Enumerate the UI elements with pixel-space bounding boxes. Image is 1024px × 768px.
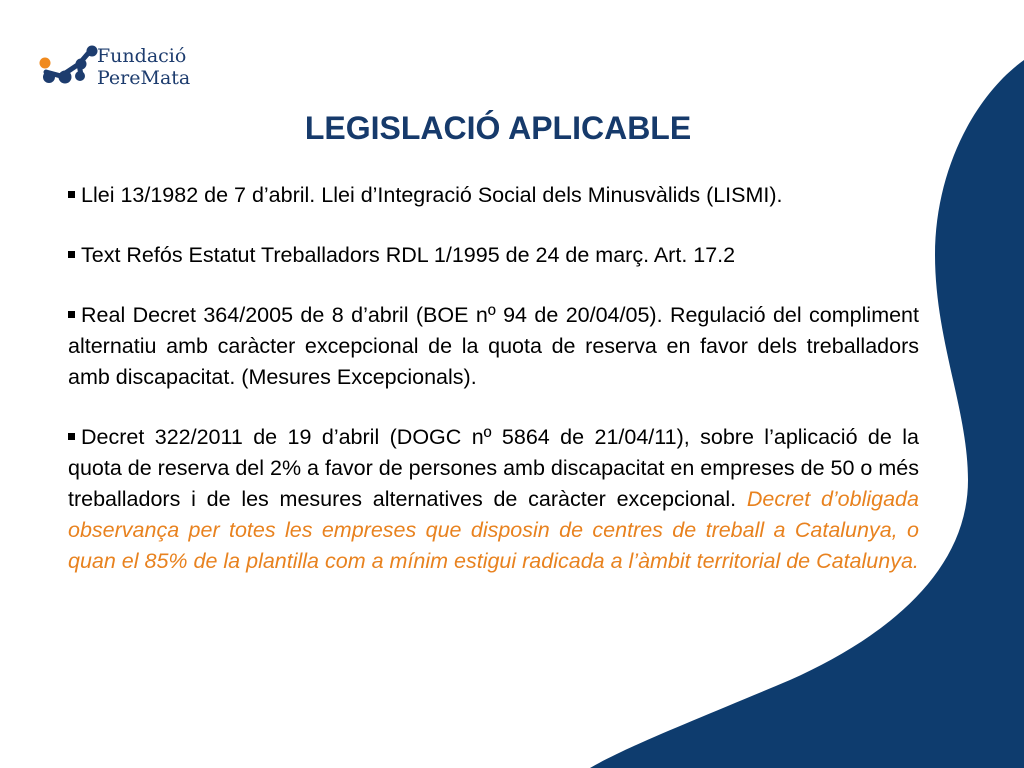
item-text: Llei 13/1982 de 7 d’abril. Llei d’Integració Social dels Minusvàlids (LISMI). [81,183,783,207]
fundacio-pere-mata-logo [34,40,204,100]
logo-wordmark [97,45,190,89]
logo-line-2: PereMata [97,67,191,89]
page-title: LEGISLACIÓ APLICABLE [304,110,692,146]
legislation-list [68,180,919,606]
square-bullet-icon [68,251,75,258]
list-item [68,300,919,393]
square-bullet-icon [68,311,75,318]
square-bullet-icon [68,191,75,198]
list-item [68,180,919,211]
logo-line-1: Fundació [97,45,187,67]
item-text: Text Refós Estatut Treballadors RDL 1/1995 de 24 de març. Art. 17.2 [81,243,736,267]
item-text: Real Decret 364/2005 de 8 d’abril (BOE nº 94 de 20/04/05). Regulació del compliment alternatiu amb caràcter excepcional de la quota de reserva en favor dels treballadors amb discapacitat. (Mesures Excepcionals). [68,303,919,389]
list-item [68,422,919,577]
item-highlight-text: Decret d’obligada observança per totes les empreses que disposin de centres de treball a Catalunya, o quan el 85% de la plantilla com a mínim estigui radicada a l’àmbit territorial de Catalunya. [68,487,919,573]
list-item [68,240,919,271]
square-bullet-icon [68,433,75,440]
logo-dots-icon [34,40,104,100]
item-text: Decret 322/2011 de 19 d’abril (DOGC nº 5864 de 21/04/11), sobre l’aplicació de la quota de reserva del 2% a favor de persones amb discapacitat en empreses de 50 o més treballadors i de les mesures alternatives de caràcter excepcional. [68,425,919,511]
